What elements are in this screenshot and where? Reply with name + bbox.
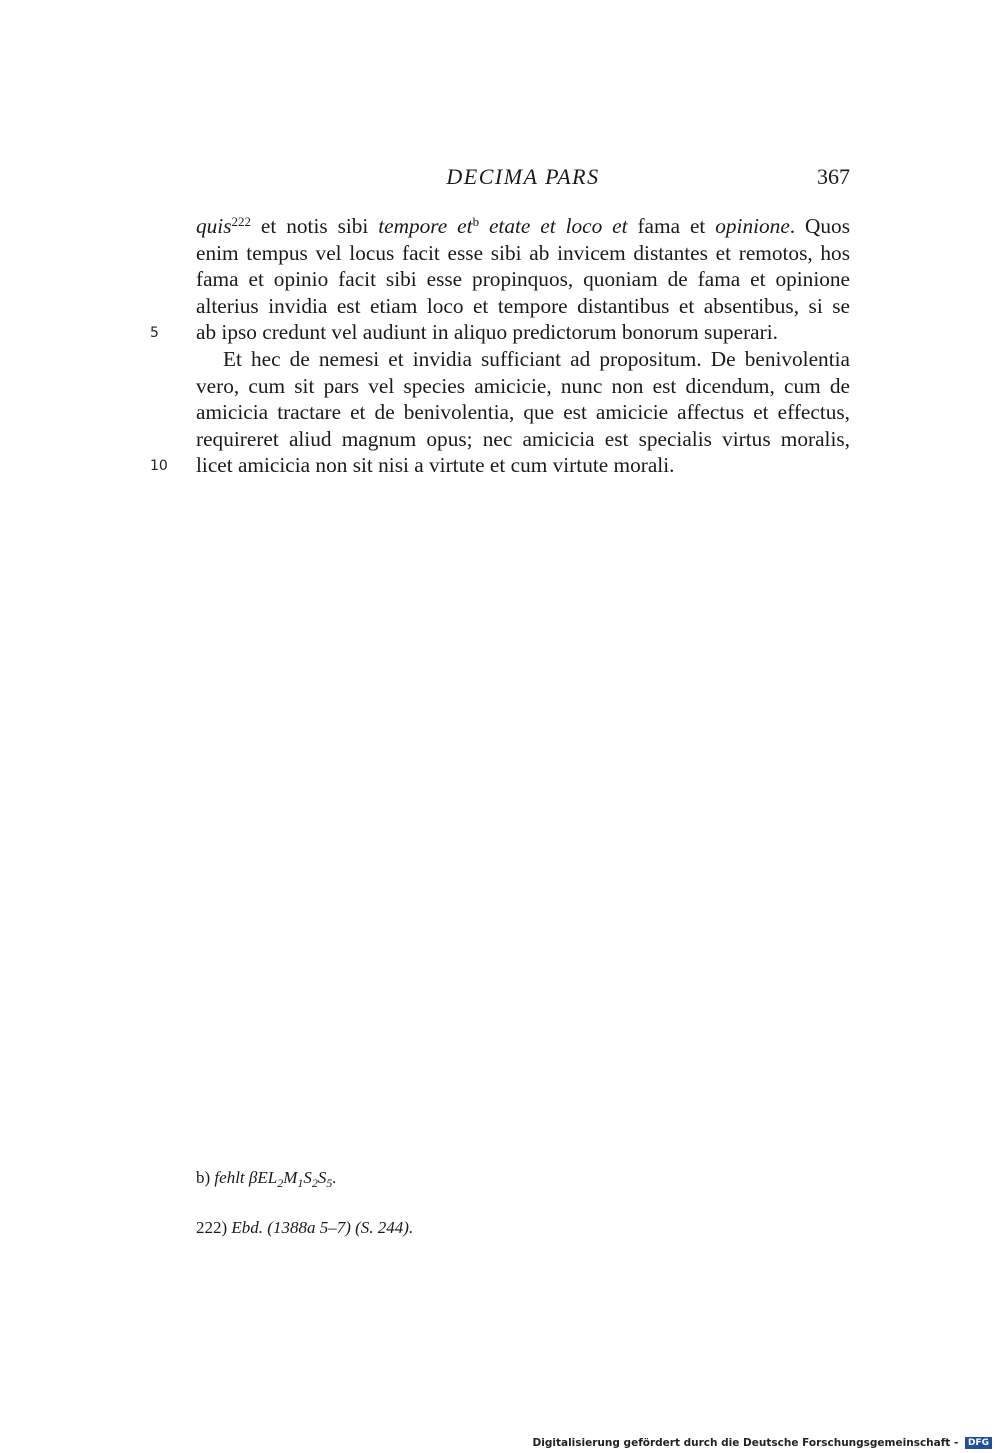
text-run: et notis sibi (251, 214, 379, 238)
footnote-marker: b (472, 214, 480, 229)
footnote-marker: 222 (231, 214, 252, 229)
line-number: 10 (150, 458, 168, 475)
text-run: amicicia tractare et de benivolentia, que est amicicie affectus et effectus, (196, 400, 850, 425)
text-run: requireret aliud magnum opus; nec amicicia est specialis virtus moralis, (196, 426, 850, 451)
footnote-b (196, 1168, 337, 1188)
text-line (196, 399, 850, 426)
subscript: 5 (326, 1176, 333, 1190)
text-run: fama et opinio facit sibi esse propinquos, quoniam de fama et opinione (196, 267, 850, 292)
running-title: DECIMA PARS (446, 164, 600, 189)
footnote-222 (196, 1218, 413, 1238)
text-line (196, 213, 850, 240)
line-number: 5 (150, 325, 159, 342)
text-run: etate et loco et (488, 214, 628, 238)
text-run: alterius invidia est etiam loco et tempore distantibus et absentibus, si se (196, 293, 850, 318)
page-number: 367 (817, 164, 850, 189)
text-run: enim tempus vel locus facit esse sibi ab invicem distantes et remotos, hos (196, 240, 850, 265)
text-run: ab ipso credunt vel audiunt in aliquo predictorum bonorum superari. (196, 320, 778, 345)
text-run: M (283, 1168, 298, 1187)
text-run: b) (196, 1168, 215, 1187)
text-run (479, 214, 489, 238)
text-run: . (332, 1168, 337, 1187)
text-run: fama et (627, 214, 716, 238)
digitization-credit (533, 1437, 992, 1449)
text-run: licet amicicia non sit nisi a virtute et cum virtute morali. (196, 453, 675, 478)
text-line (196, 240, 850, 267)
text-run: S (317, 1168, 327, 1187)
text-line (196, 346, 850, 373)
credit-text: Digitalisierung gefördert durch die Deutsche Forschungsgemeinschaft - (532, 1437, 959, 1449)
text-run: vero, cum sit pars vel species amicicie, nunc non est dicendum, cum de (196, 373, 850, 398)
subscript: 2 (311, 1176, 318, 1190)
running-head (196, 164, 850, 194)
text-run: 222) (196, 1218, 232, 1237)
text-line (150, 452, 850, 479)
subscript: 2 (277, 1176, 284, 1190)
text-line (150, 319, 850, 346)
text-run: S (303, 1168, 312, 1187)
text-run: . Quos (789, 214, 850, 238)
text-line (196, 426, 850, 453)
text-run: tempore et (378, 214, 473, 238)
text-line (196, 373, 850, 400)
subscript: 1 (297, 1176, 304, 1190)
text-run: Ebd. (1388a 5–7) (S. 244). (231, 1218, 414, 1237)
text-run: quis (196, 214, 232, 238)
text-line (196, 266, 850, 293)
text-line (196, 293, 850, 320)
text-run: opinione (715, 214, 790, 238)
main-text (150, 213, 850, 479)
dfg-logo: DFG (965, 1437, 992, 1449)
text-run: fehlt βEL (214, 1168, 278, 1187)
text-run: Et hec de nemesi et invidia sufficiant ad propositum. De benivolentia (223, 346, 850, 371)
